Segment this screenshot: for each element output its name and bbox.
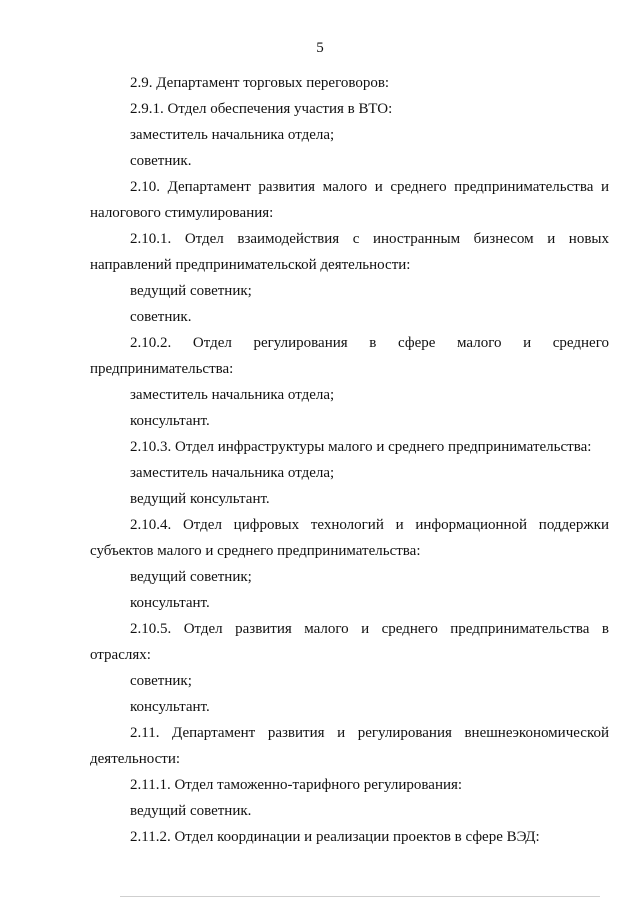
section-heading: 2.11. Департамент развития и регулирования внешнеэкономической деятельности: [90,725,609,767]
position-item: советник. [130,153,192,169]
section-heading: 2.10. Департамент развития малого и среднего предпринимательства и налогового стимулирования: [90,179,609,221]
section-heading: 2.9. Департамент торговых переговоров: [130,75,390,91]
subsection-heading: 2.10.5. Отдел развития малого и среднего предпринимательства в отраслях: [90,621,609,663]
position-item: заместитель начальника отдела; [130,387,335,403]
position-item: ведущий советник. [130,803,252,819]
subsection-heading: 2.11.1. Отдел таможенно-тарифного регулирования: [130,777,463,793]
subsection-heading: 2.11.2. Отдел координации и реализации проектов в сфере ВЭД: [130,829,540,845]
subsection-heading: 2.10.3. Отдел инфраструктуры малого и среднего предпринимательства: [130,439,592,455]
position-item: консультант. [130,699,210,715]
subsection-heading: 2.10.1. Отдел взаимодействия с иностранным бизнесом и новых направлений предпринимательской деятельности: [90,231,609,273]
position-item: ведущий консультант. [130,491,270,507]
subsection-heading: 2.10.2. Отдел регулирования в сфере малого и среднего предпринимательства: [90,335,609,377]
position-item: заместитель начальника отдела; [130,465,335,481]
position-item: ведущий советник; [130,283,252,299]
subsection-heading: 2.9.1. Отдел обеспечения участия в ВТО: [130,101,393,117]
position-item: консультант. [130,595,210,611]
page-number: 5 [316,40,324,56]
position-item: консультант. [130,413,210,429]
page-bottom-rule [120,896,600,897]
position-item: ведущий советник; [130,569,252,585]
position-item: советник; [130,673,192,689]
position-item: советник. [130,309,192,325]
document-body [90,70,609,850]
position-item: заместитель начальника отдела; [130,127,335,143]
subsection-heading: 2.10.4. Отдел цифровых технологий и информационной поддержки субъектов малого и среднего предпринимательства: [90,517,609,559]
